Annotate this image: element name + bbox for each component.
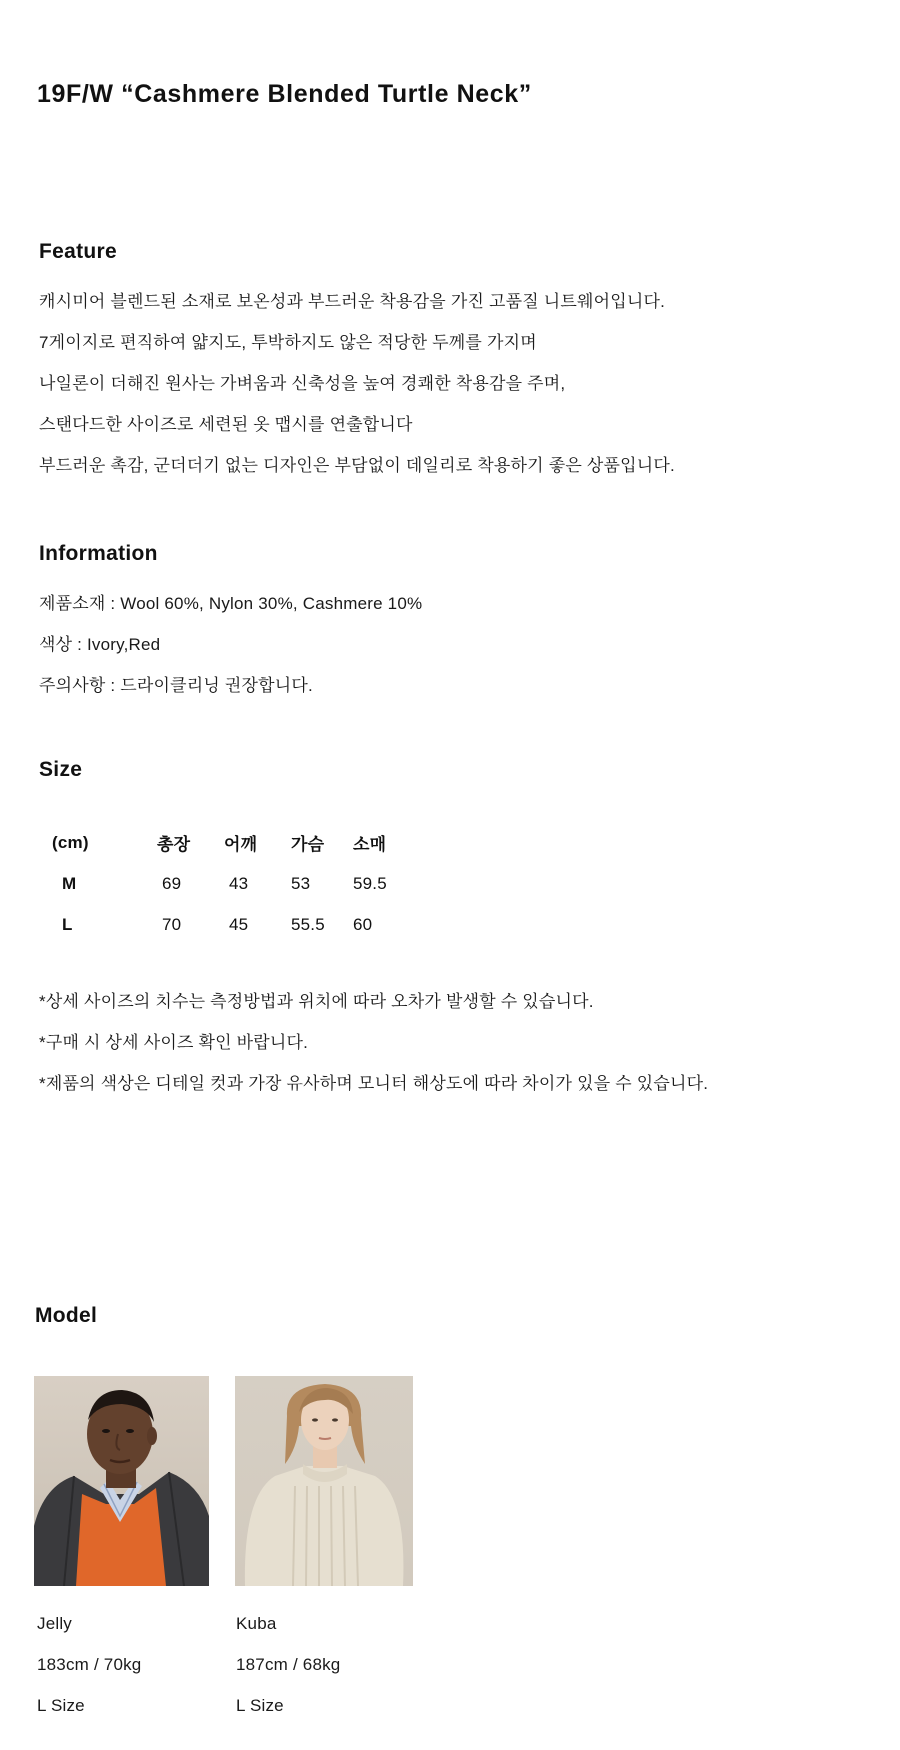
feature-line: 부드러운 촉감, 군더더기 없는 디자인은 부담없이 데일리로 착용하기 좋은 상품입니다. [39,456,675,475]
size-heading: Size [39,758,83,781]
size-table-row [40,904,413,945]
information-care: 주의사항 : 드라이클리닝 권장합니다. [39,676,313,695]
size-note: *제품의 색상은 디테일 컷과 가장 유사하며 모니터 해상도에 따라 차이가 있을 수 있습니다. [39,1074,709,1093]
size-cell: 45 [229,914,249,934]
information-color: 색상 : Ivory,Red [39,635,161,654]
size-cell: 43 [229,873,249,893]
size-note: *구매 시 상세 사이즈 확인 바랍니다. [39,1033,309,1052]
model-photo-kuba [235,1376,413,1586]
size-row-label: L [62,914,73,934]
page-title: 19F/W “Cashmere Blended Turtle Neck” [37,80,532,108]
model-size: L Size [236,1696,284,1715]
size-cell: 53 [291,873,311,893]
size-column-header: 어깨 [224,835,258,854]
size-column-header: (cm) [52,832,89,852]
model-measurements: 183cm / 70kg [37,1655,142,1674]
feature-line: 7게이지로 편직하여 얇지도, 투박하지도 않은 적당한 두께를 가지며 [39,333,537,352]
size-cell: 70 [162,914,182,934]
feature-heading: Feature [39,240,117,263]
feature-line: 스탠다드한 사이즈로 세련된 옷 맵시를 연출합니다 [39,415,413,434]
feature-line: 나일론이 더해진 원사는 가벼움과 신축성을 높여 경쾌한 착용감을 주며, [39,374,566,393]
information-material: 제품소재 : Wool 60%, Nylon 30%, Cashmere 10% [39,594,423,613]
feature-line: 캐시미어 블렌드된 소재로 보온성과 부드러운 착용감을 가진 고품질 니트웨어입니다. [39,292,666,311]
size-cell: 55.5 [291,914,325,934]
size-row-label: M [62,873,77,893]
model-measurements: 187cm / 68kg [236,1655,341,1674]
model-name: Kuba [236,1614,277,1633]
size-column-header: 총장 [157,835,191,854]
model-name: Jelly [37,1614,73,1633]
size-column-header: 소매 [353,835,387,854]
model-size: L Size [37,1696,85,1715]
information-heading: Information [39,542,158,565]
model-heading: Model [35,1304,98,1327]
model-photo-jelly [34,1376,209,1586]
size-table [40,822,413,945]
size-table-row [40,863,413,904]
size-note: *상세 사이즈의 치수는 측정방법과 위치에 따라 오차가 발생할 수 있습니다. [39,992,594,1011]
size-cell: 59.5 [353,873,387,893]
size-cell: 69 [162,873,182,893]
size-table-header-row [40,822,413,863]
size-column-header: 가슴 [291,835,325,854]
size-cell: 60 [353,914,373,934]
